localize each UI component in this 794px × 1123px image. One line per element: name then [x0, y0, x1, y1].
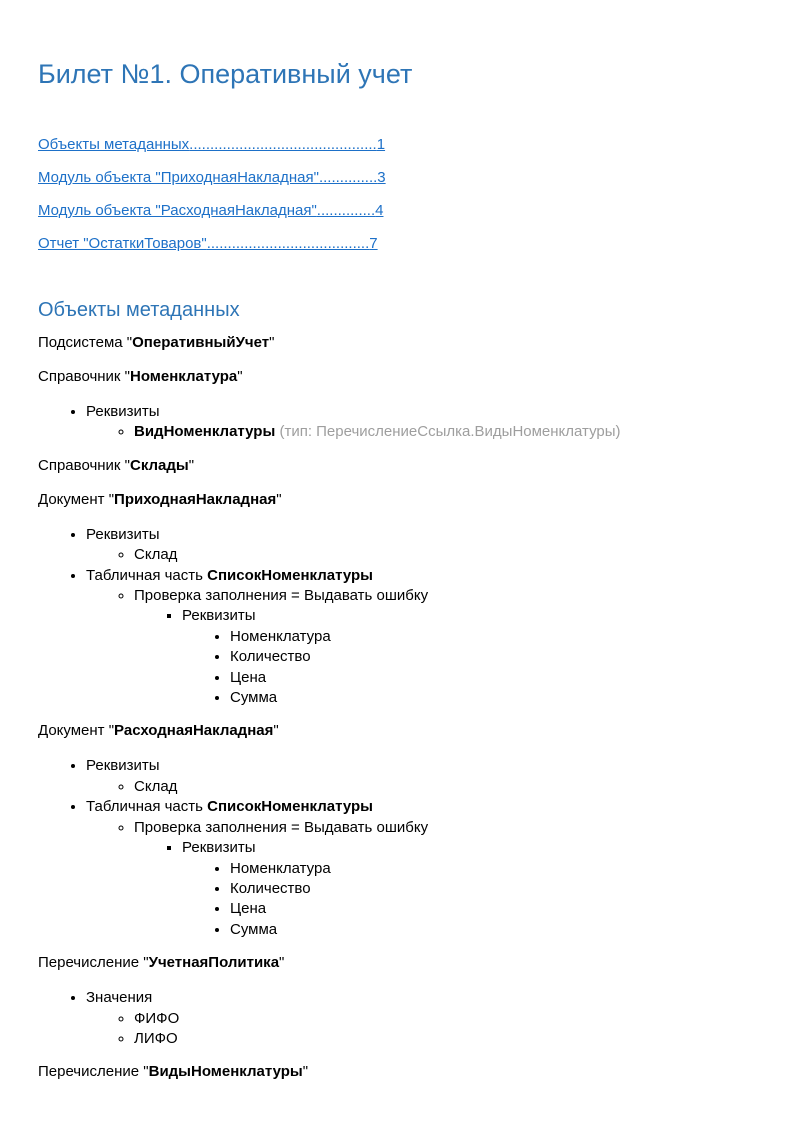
list-item	[134, 586, 756, 708]
paragraph-doc-rashodnaya	[38, 722, 756, 739]
section-heading-metadata-objects: Объекты метаданных	[38, 299, 240, 321]
prihod-requisites-sublist	[86, 545, 756, 565]
object-name: Номенклатура	[130, 368, 238, 385]
toc-link-rashodnaya-module[interactable]	[38, 202, 383, 219]
prihod-structure-list	[38, 525, 756, 709]
rashod-fields-sublist	[182, 859, 756, 941]
document-title: Билет №1. Оперативный учет	[38, 59, 413, 89]
list-item-label: Реквизиты	[182, 839, 256, 857]
rashod-check-sublist	[134, 838, 756, 940]
list-item	[134, 422, 756, 442]
list-item-label: Табличная часть	[86, 566, 208, 584]
tabular-section-name: СписокНоменклатуры	[207, 798, 373, 816]
toc-entry-page-number: 7	[369, 235, 378, 252]
list-item-label: ФИФО	[134, 1009, 180, 1027]
toc-entry-label: Объекты метаданных	[38, 136, 190, 153]
paragraph-prefix: Документ "	[38, 490, 115, 508]
list-item	[86, 402, 756, 443]
list-item	[230, 920, 756, 940]
list-item-label: Номенклатура	[230, 859, 331, 877]
toc-link-ostatki-report[interactable]	[38, 235, 378, 252]
list-item	[230, 627, 756, 647]
paragraph-prefix: Справочник "	[38, 456, 130, 474]
list-item-label: Табличная часть	[86, 798, 208, 816]
paragraph-prefix: Подсистема "	[38, 334, 133, 351]
paragraph-catalog-sklady	[38, 457, 756, 474]
list-item-label: Цена	[230, 668, 267, 686]
object-name: ВидыНоменклатуры	[148, 1063, 303, 1081]
paragraph-suffix: "	[269, 334, 275, 351]
toc-link-prihodnaya-module[interactable]	[38, 169, 386, 186]
paragraph-suffix: "	[188, 456, 195, 474]
paragraph-suffix: "	[273, 722, 279, 740]
toc-entry-leader: .............................................	[189, 136, 377, 153]
list-item	[182, 838, 756, 940]
paragraph-enum-vidy	[38, 1063, 756, 1080]
prihod-tabular-sublist	[86, 586, 756, 708]
toc-entry-page-number: 3	[377, 169, 386, 186]
paragraph-enum-policy	[38, 954, 756, 971]
object-name: УчетнаяПолитика	[148, 954, 280, 972]
toc-entry-page-number: 1	[376, 136, 386, 153]
object-name: Склады	[130, 456, 189, 474]
list-item-label: Проверка заполнения = Выдавать ошибку	[134, 818, 429, 836]
object-name: РасходнаяНакладная	[114, 722, 274, 740]
list-item	[230, 859, 756, 879]
list-item-label: Реквизиты	[86, 757, 160, 775]
list-item-label: Реквизиты	[86, 525, 160, 543]
paragraph-prefix: Перечисление "	[38, 954, 149, 972]
rashod-requisites-sublist	[86, 777, 756, 797]
list-item-label: Количество	[230, 648, 311, 666]
list-item	[134, 818, 756, 940]
list-item	[230, 647, 756, 667]
list-item	[134, 1009, 756, 1029]
list-item	[230, 879, 756, 899]
nomenklatura-attributes-list	[38, 402, 756, 443]
toc-entry-page-number: 4	[375, 202, 384, 219]
toc-entry-leader: .......................................	[206, 235, 370, 252]
toc-entry-leader: ..............	[318, 169, 378, 186]
toc-entry	[38, 202, 756, 220]
list-item	[86, 566, 756, 709]
attribute-type-note: (тип: ПеречислениеСсылка.ВидыНоменклатуры)	[275, 423, 621, 441]
paragraph-suffix: "	[279, 954, 285, 972]
paragraph-prefix: Перечисление "	[38, 1063, 149, 1081]
paragraph-catalog-nomenklatura	[38, 368, 756, 385]
paragraph-suffix: "	[302, 1063, 309, 1081]
list-item	[134, 777, 756, 797]
list-item-label: ЛИФО	[134, 1029, 178, 1047]
toc-entry-label: Модуль объекта "РасходнаяНакладная"	[38, 202, 317, 219]
tabular-section-name: СписокНоменклатуры	[207, 566, 373, 584]
prihod-check-sublist	[134, 606, 756, 708]
toc-entry-label: Отчет "ОстаткиТоваров"	[38, 235, 207, 252]
toc-entry	[38, 235, 756, 253]
list-item-label: Реквизиты	[182, 607, 256, 625]
toc-entry-leader: ..............	[316, 202, 376, 219]
paragraph-subsystem	[38, 334, 756, 351]
list-item	[86, 525, 756, 566]
prihod-fields-sublist	[182, 627, 756, 709]
nomenklatura-requisites-sublist	[86, 422, 756, 442]
list-item	[230, 688, 756, 708]
list-item-label: Склад	[134, 546, 178, 564]
toc-entry	[38, 136, 756, 154]
list-item	[86, 756, 756, 797]
list-item	[134, 545, 756, 565]
paragraph-suffix: "	[237, 368, 243, 385]
list-item-label: Номенклатура	[230, 627, 331, 645]
toc-entry	[38, 169, 756, 187]
attribute-name: ВидНоменклатуры	[134, 423, 276, 441]
list-item	[182, 606, 756, 708]
list-item-label: Значения	[86, 989, 153, 1007]
policy-values-sublist	[86, 1009, 756, 1050]
list-item-label: Сумма	[230, 689, 278, 707]
paragraph-prefix: Справочник "	[38, 368, 130, 385]
paragraph-doc-prihodnaya	[38, 491, 756, 508]
toc-entry-label: Модуль объекта "ПриходнаяНакладная"	[38, 169, 319, 186]
list-item	[134, 1029, 756, 1049]
list-item	[230, 668, 756, 688]
list-item	[86, 797, 756, 940]
list-item	[86, 988, 756, 1049]
object-name: ОперативныйУчет	[132, 334, 270, 351]
list-item-label: Склад	[134, 777, 178, 795]
policy-values-list	[38, 988, 756, 1049]
paragraph-suffix: "	[276, 490, 282, 508]
list-item-label: Реквизиты	[86, 403, 160, 420]
list-item-label: Сумма	[230, 920, 278, 938]
list-item-label: Количество	[230, 879, 311, 897]
list-item-label: Проверка заполнения = Выдавать ошибку	[134, 587, 429, 605]
rashod-structure-list	[38, 756, 756, 940]
list-item	[230, 899, 756, 919]
toc-link-metadata-objects[interactable]	[38, 136, 385, 153]
table-of-contents	[38, 136, 756, 253]
list-item-label: Цена	[230, 900, 267, 918]
object-name: ПриходнаяНакладная	[114, 490, 277, 508]
rashod-tabular-sublist	[86, 818, 756, 940]
paragraph-prefix: Документ "	[38, 722, 115, 740]
